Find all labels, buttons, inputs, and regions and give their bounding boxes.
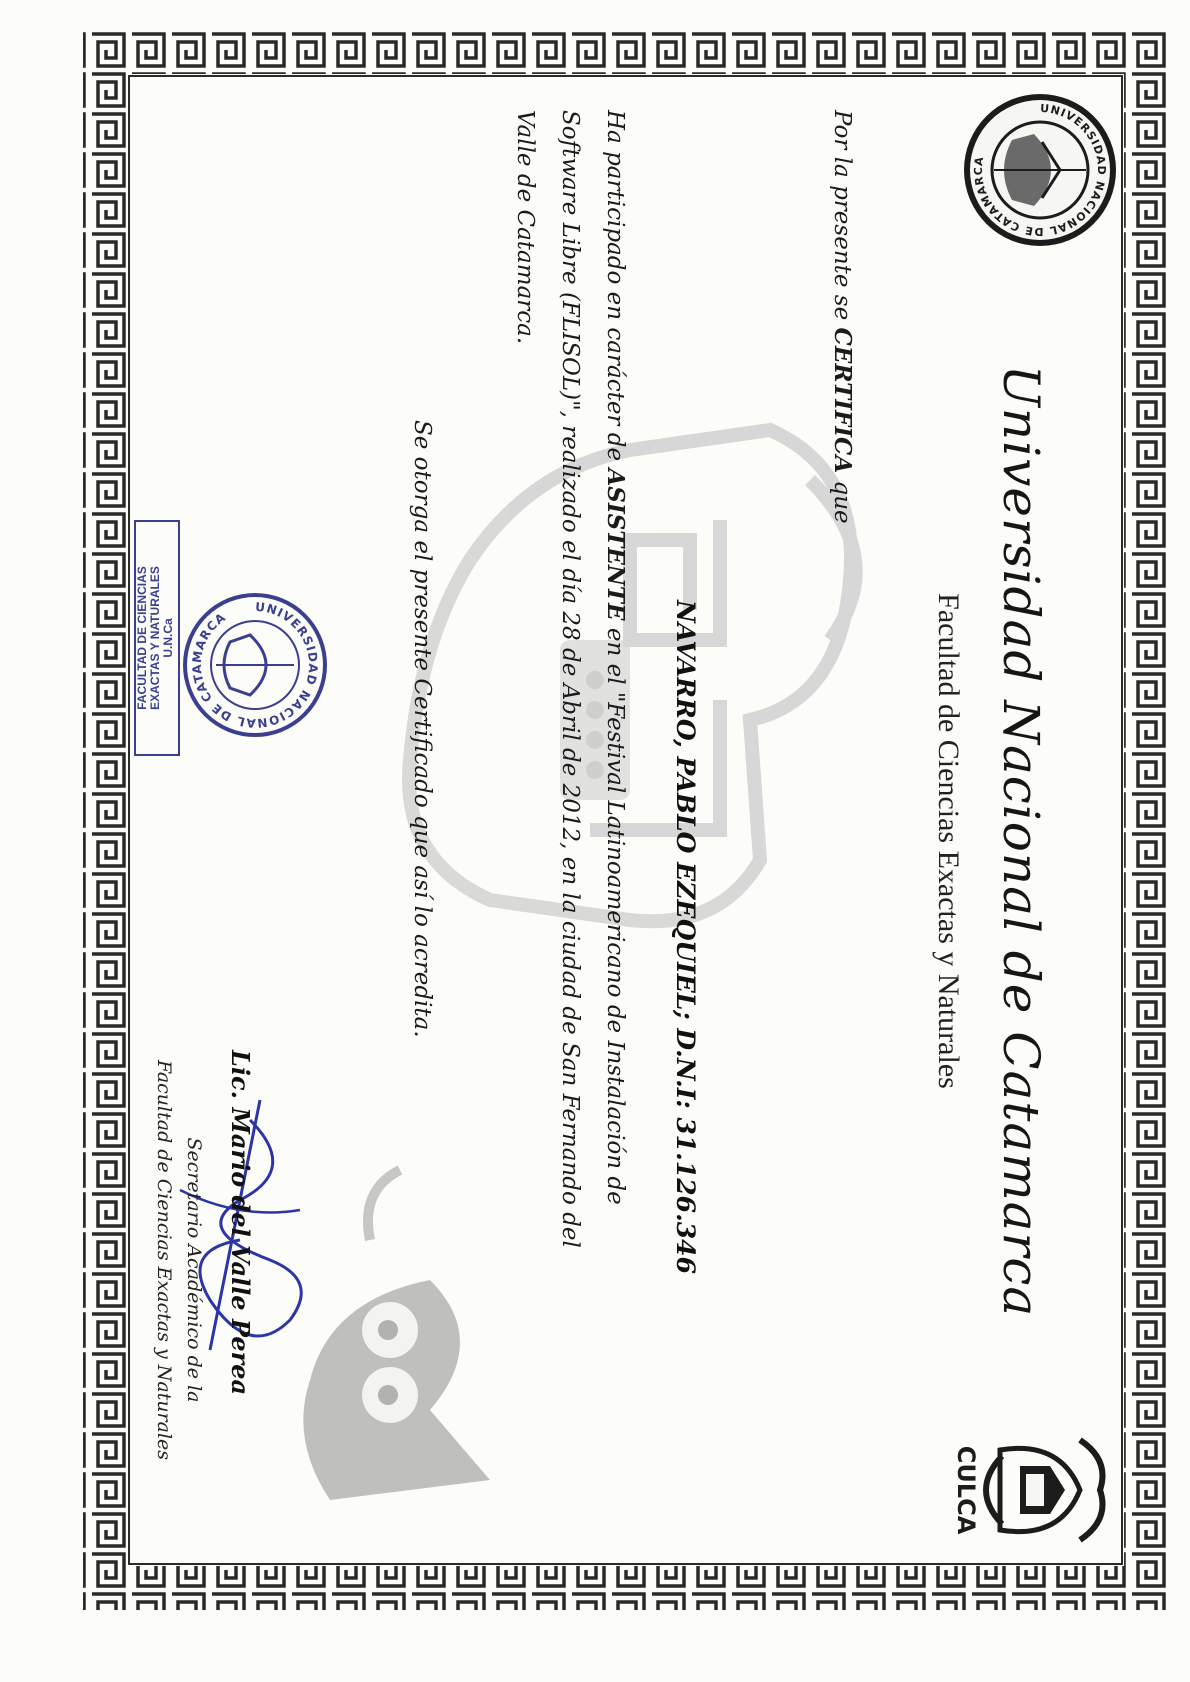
recipient-name: NAVARRO, PABLO EZEQUIEL; D.N.I: 31.126.346 — [671, 600, 700, 1274]
intro-prefix: Por la presente se — [829, 110, 855, 328]
university-title: Universidad Nacional de Catamarca — [992, 364, 1050, 1318]
stamp-seal — [180, 590, 330, 740]
culca-logo-label: CULCA — [952, 1445, 980, 1535]
certificate-body — [502, 110, 638, 1540]
body-line-2: Software Libre (FLISOL)", realizado el día 28 de Abril de 2012, en la ciudad de San Fernando del — [557, 110, 583, 1248]
stamp-box-line-3: U.N.Ca — [161, 618, 175, 658]
stamp-box-line-1: FACULTAD DE CIENCIAS — [135, 566, 149, 710]
closing-statement: Se otorga el presente Certificado que así lo acredita. — [409, 420, 435, 1038]
body-line-3: Valle de Catamarca. — [512, 110, 538, 345]
stamp-ring-text: UNIVERSIDAD NACIONAL DE CATAMARCA — [189, 599, 321, 731]
signatory-role-line-1: Secretario Académico de la — [183, 1137, 205, 1403]
signatory-name: Lic. Mario del Valle Perea — [226, 1050, 255, 1396]
body-line-1-prefix: Ha participado en carácter de — [602, 110, 628, 469]
role-asistente: ASISTENTE — [602, 468, 629, 621]
intro-suffix: que — [829, 473, 855, 524]
stamp-box-line-2: EXACTAS Y NATURALES — [148, 566, 162, 710]
faculty-stamp — [130, 520, 330, 760]
signatory-role-line-2: Facultad de Ciencias Exactas y Naturales — [153, 1059, 175, 1461]
faculty-subtitle: Facultad de Ciencias Exactas y Naturales — [932, 593, 965, 1089]
certificate-intro — [819, 110, 865, 1510]
intro-certifica: CERTIFICA — [829, 327, 856, 474]
stamp-faculty-box — [134, 520, 180, 756]
body-line-1 — [592, 110, 638, 1540]
seal-ring-text: UNIVERSIDAD NACIONAL DE CATAMARCA — [971, 101, 1109, 239]
body-line-1-suffix: en el "Festival Latinoamericano de Instalación de — [602, 620, 628, 1205]
